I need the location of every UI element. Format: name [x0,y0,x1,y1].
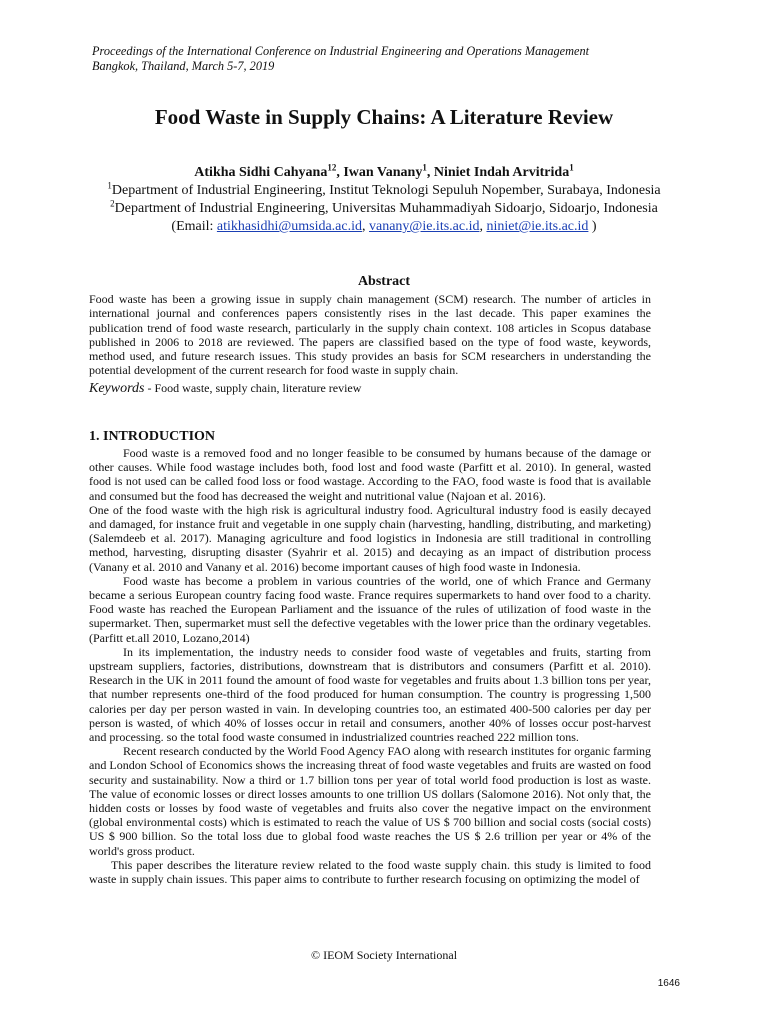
paper-title: Food Waste in Supply Chains: A Literature Review [154,105,614,129]
email-link-3[interactable]: niniet@ie.its.ac.id [486,219,589,234]
paragraph: This paper describes the literature review related to the food waste supply chain. this study is limited to food waste in supply chain issues. This paper aims to contribute to further research focusing on optimizing the model of [89,857,651,887]
abstract-heading: Abstract [357,274,411,289]
affiliation-2-text: Department of Industrial Engineering, Universitas Muhammadiyah Sidoarjo, Sidoarjo, Indonesia [114,201,658,216]
author-1-name: Atikha Sidhi Cahyana [194,165,328,180]
paragraph: Food waste has become a problem in various countries of the world, one of which France and Germany became a serious European country facing food waste. France requires supermarkets to hand over food to a charity. Food waste has reached the European Parliament and the issuance of the rules of utilization of food waste in the supermarket. Then, supermarket must sell the defective vegetables with the lower price than the ordinary vegetables. (Parfitt et.all 2010, Lozano,2014) [89,573,651,645]
abstract-text: Food waste has been a growing issue in supply chain management (SCM) research. The number of articles in international journal and conferences papers consistently rises in the last decade. This paper examines the publication trend of food waste research, particularly in the supply chain context. 108 articles in Scopus database published in 2006 to 2018 are reviewed. The papers are classified based on the type of food waste, keywords, method used, and future research issues. This study provides an basis for SCM researchers in understanding the potential development of the current research for food waste in supply chain. [89,292,651,378]
author-block [0,164,768,236]
paragraph: Food waste is a removed food and no longer feasible to be consumed by humans because of the damage or other causes. While food wastage includes both, food lost and food waste (Parfitt et al. 2010). In general, wasted food is not used can be called food loss or food wastage. According to the FAO, food waste is food that is available and consumed but the food has decreased the weight and nutritional value (Najoan et al. 2016). [89,446,651,503]
paragraph: Recent research conducted by the World Food Agency FAO along with research institutes for organic farming and London School of Economics shows the increasing threat of food waste vegetables and fruits are wasted on food security and sustainability. Now a third or 1.7 billion tons per year of total world food production is lost as waste. The value of economic losses or direct losses amounts to one trillion US dollars (Salomone 2016). Not only that, the hidden costs or losses by food waste of vegetables and fruits also cover the negative impact on the environment (global environmental costs) which is estimated to reach the value of US $ 700 billion and social costs (social costs) US $ 900 billion. So the total loss due to global food waste reaches the US $ 2.6 trillion per year or 4% of the world's gross product. [89,744,651,858]
copyright-footer: © IEOM Society International [310,948,458,962]
email-line: (Email: atikhasidhi@umsida.ac.id, vanany@ie.its.ac.id, niniet@ie.its.ac.id ) [171,219,597,234]
author-names: Atikha Sidhi Cahyana$^{12}$, Iwan Vanany$^1$, Niniet Indah Arvitrida$^1$ [194,162,574,180]
email-link-1[interactable]: atikhasidhi@umsida.ac.id [216,219,362,234]
paragraph: In its implementation, the industry needs to consider food waste of vegetables and fruits, starting from upstream suppliers, factories, distributions, downstream that is distributors and consumers (Parfitt et al. 2010). Research in the UK in 2011 found the amount of food waste for vegetables and fruits about 1.3 billion tons per year, that number represents one-third of the food produced for human consumption. The country is progressing 1,500 calories per day per person wasted in vain. In developing countries too, an estimated 400-500 calories per day per person is wasted, of which 40% of losses occur in retail and consumers, another 40% of losses occur post-harvest and processing. so the total food waste consumed in industrialized countries reached 222 million tons. [89,644,651,745]
introduction-body [89,446,651,886]
email-prefix: (Email: [171,219,217,234]
affiliation-1-text: Department of Industrial Engineering, Institut Teknologi Sepuluh Nopember, Surabaya, Indonesia [111,183,661,198]
proceedings-title: Proceedings of the International Conference on Industrial Engineering and Operations Management [92,44,590,58]
author-3-name: Niniet Indah Arvitrida [433,165,570,180]
author-1-affiliation-mark: 12 [327,162,337,173]
affiliation-1 [0,182,768,200]
affiliation-1-mark: 1 [107,180,112,191]
keywords-text: - Food waste, supply chain, literature review [144,381,362,395]
author-2-affiliation-mark: 1 [422,162,427,173]
keywords-label: Keywords [89,381,145,396]
page-number: 1646 [657,978,680,989]
affiliation-2-mark: 2 [110,198,115,209]
paragraph: One of the food waste with the high risk is agricultural industry food. Agricultural industry food is easily decayed and damaged, for instance fruit and vegetable in one supply chain (harvesting, handling, distributing, and marketing) (Salemdeeb et al. 2017). Managing agriculture and food logistics in Indonesia are still traditional in controlling method, harvesting, disrupting disaster (Syahrir et al. 2015) and decaying as an impact of distribution process (Vanany et al. 2010 and Vanany et al. 2016) become important causes of high food waste in Indonesia. [89,502,651,574]
author-2-name: Iwan Vanany [343,165,423,180]
email-link-2[interactable]: vanany@ie.its.ac.id [369,219,480,234]
affiliation-2 [0,200,768,218]
proceedings-header [92,44,712,74]
author-3-affiliation-mark: 1 [569,162,574,173]
proceedings-location-date: Bangkok, Thailand, March 5-7, 2019 [92,59,275,73]
email-suffix: ) [588,219,597,234]
keywords-line [89,380,651,397]
introduction-heading: 1. INTRODUCTION [89,429,216,444]
